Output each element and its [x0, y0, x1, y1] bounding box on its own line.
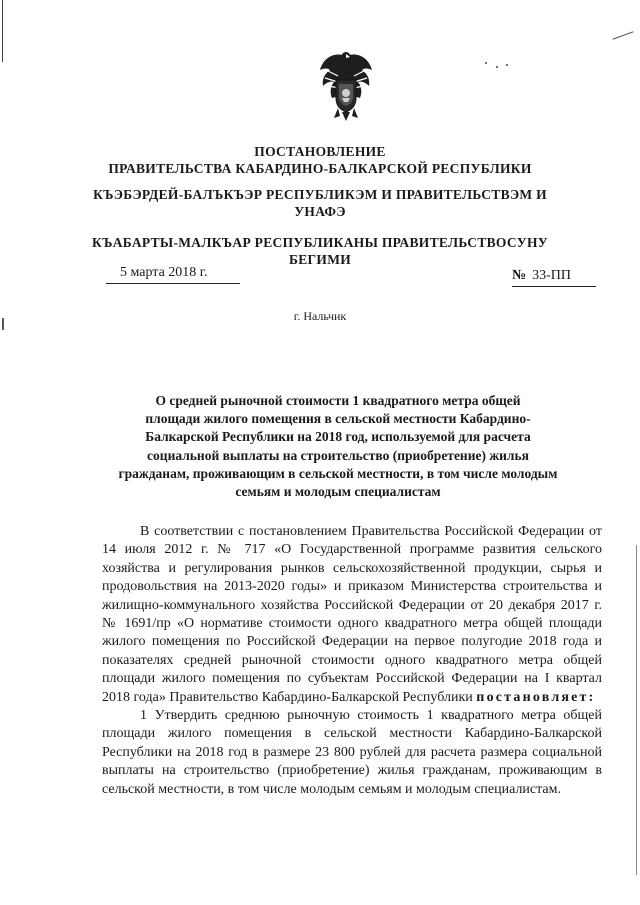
heading-line: социальной выплаты на строительство (приобретение) жилья	[147, 447, 529, 463]
heading-line: О средней рыночной стоимости 1 квадратного метра общей	[155, 393, 521, 408]
scan-speck	[485, 62, 487, 64]
heading-line: Балкарской Республики на 2018 год, используемой для расчета	[145, 429, 531, 445]
scan-edge-mark	[612, 31, 633, 39]
document-city: г. Нальчик	[293, 309, 347, 323]
scan-edge-mark	[2, 0, 3, 62]
number-sign: №	[512, 268, 527, 283]
document-date: 5 марта 2018 г.	[106, 265, 240, 284]
resolves-phrase: постановляет:	[476, 689, 596, 705]
paragraph-text: В соответствии с постановлением Правительства Российской Федерации от 14 июля 2012 г. № 717 «О Государственной программе развития сельского хозяйства и регулирования рынков сельскохозяйственной продукции, сырья и продовольствия на 2013-2020 годы» и приказом Министерства строительства и жилищно-коммунального хозяйства Российской Федерации от 20 декабря 2017 г. № 1691/пр «О нормативе стоимости одного квадратного метра общей площади жилого помещения по Российской Федерации на первое полугодие 2018 года и показателях средней рыночной стоимости одного квадратного метра общей площади жилого помещения по субъектам Российской Федерации на I квартал 2018 года» Правительство Кабардино-Балкарской Республики	[102, 524, 602, 705]
body-paragraph-2: 1 Утвердить среднюю рыночную стоимость 1 квадратного метра общей площади жилого помещения в сельской местности Кабардино-Балкарской Республики на 2018 год в размере 23 800 рублей для расчета размера социальной выплаты на строительство (приобретение) жилья гражданам, проживающим в сельской местности, в том числе молодым семьям и молодым специалистам.	[102, 708, 602, 797]
heading-line: семьям и молодым специалистам	[235, 484, 441, 500]
title-line: БЕГИМИ	[288, 252, 352, 267]
document-heading	[88, 392, 588, 501]
heading-line: площади жилого помещения в сельской местности Кабардино-	[145, 411, 531, 427]
document-type-title	[60, 143, 580, 177]
scan-speck	[506, 64, 508, 66]
document-body	[102, 523, 602, 799]
body-paragraph-1	[102, 523, 602, 707]
title-line: КЪАБАРТЫ-МАЛКЪАР РЕСПУБЛИКАНЫ ПРАВИТЕЛЬСТВОСУНУ	[92, 235, 548, 250]
title-line: ПРАВИТЕЛЬСТВА КАБАРДИНО-БАЛКАРСКОЙ РЕСПУБЛИКИ	[108, 161, 532, 176]
scan-speck	[496, 66, 498, 68]
document-number	[512, 268, 596, 287]
title-line: УНАФЭ	[294, 204, 346, 219]
balkar-title	[60, 234, 580, 268]
title-line: КЪЭБЭРДЕЙ-БАЛЪКЪЭР РЕСПУБЛИКЭМ И ПРАВИТЕЛЬСТВЭМ И	[93, 187, 547, 202]
coat-of-arms-emblem-icon	[318, 46, 374, 122]
number-value: 33-ПП	[532, 268, 571, 283]
scan-edge-mark	[636, 545, 637, 875]
title-line: ПОСТАНОВЛЕНИЕ	[254, 144, 386, 159]
heading-line: гражданам, проживающим в сельской местности, в том числе молодым	[118, 465, 558, 481]
kabardian-title	[60, 186, 580, 220]
